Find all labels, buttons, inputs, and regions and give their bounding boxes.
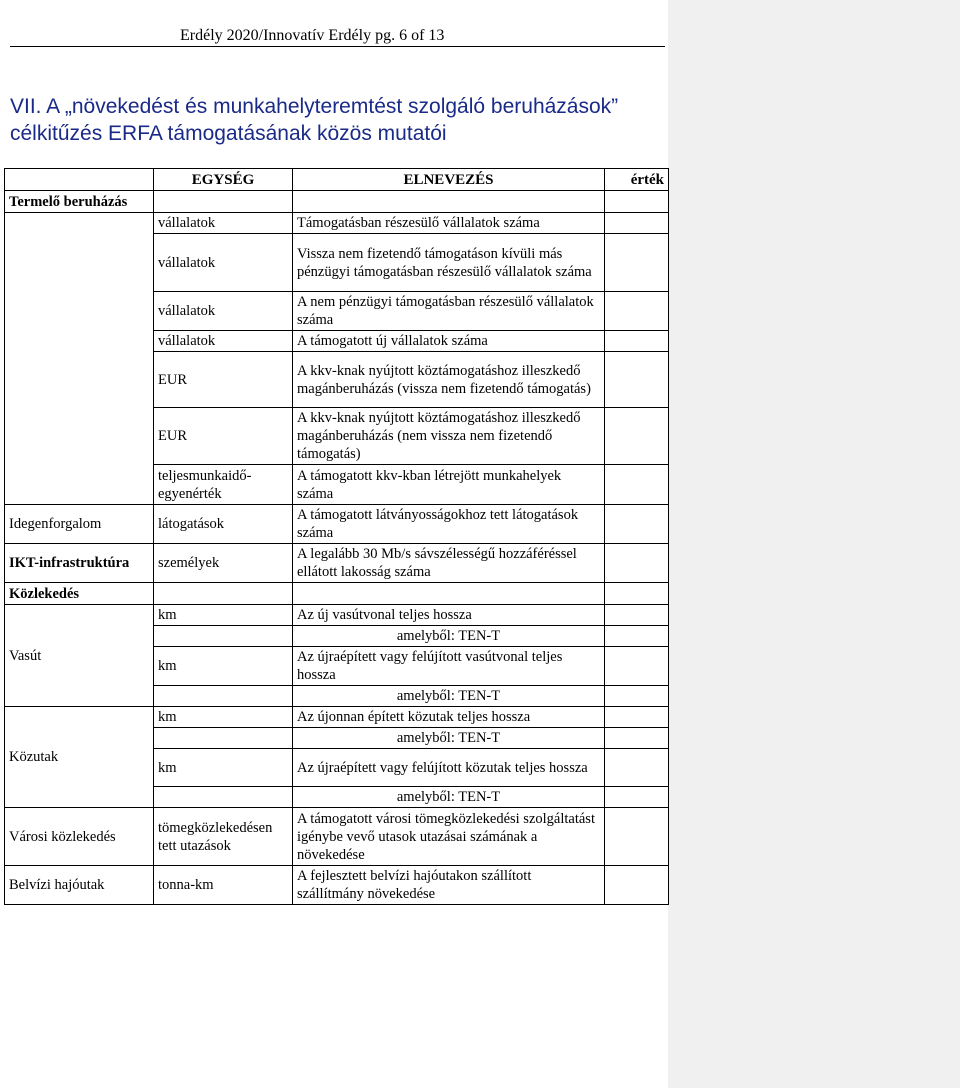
category-label: Termelő beruházás	[5, 191, 154, 213]
value-cell	[605, 749, 669, 787]
value-cell	[605, 352, 669, 408]
value-cell	[605, 605, 669, 626]
empty-cell	[154, 583, 293, 605]
name-cell: A támogatott látványosságokhoz tett látogatások száma	[293, 505, 605, 544]
value-cell	[605, 728, 669, 749]
name-cell: Az újraépített vagy felújított vasútvonal teljes hossza	[293, 647, 605, 686]
value-cell	[605, 292, 669, 331]
table-row	[5, 808, 669, 866]
unit-cell: teljesmunkaidő-egyenérték	[154, 465, 293, 505]
table-row	[5, 866, 669, 905]
name-cell: A fejlesztett belvízi hajóutakon szállított szállítmány növekedése	[293, 866, 605, 905]
unit-cell: km	[154, 647, 293, 686]
value-cell	[605, 505, 669, 544]
unit-cell: vállalatok	[154, 331, 293, 352]
value-cell	[605, 787, 669, 808]
section-heading: VII. A „növekedést és munkahelyteremtést szolgáló beruházások” célkitűzés ERFA támogatásának közös mutatói	[10, 95, 619, 145]
table-row	[5, 707, 669, 728]
comment-margin	[668, 0, 960, 1088]
name-cell: Az új vasútvonal teljes hossza	[293, 605, 605, 626]
unit-header: EGYSÉG	[154, 169, 293, 191]
header-empty-cell	[5, 169, 154, 191]
name-cell: amelyből: TEN-T	[293, 626, 605, 647]
empty-cell	[293, 583, 605, 605]
unit-cell: km	[154, 605, 293, 626]
category-label: Belvízi hajóutak	[5, 866, 154, 905]
category-label: Idegenforgalom	[5, 505, 154, 544]
value-cell	[605, 707, 669, 728]
value-cell	[605, 331, 669, 352]
name-cell: amelyből: TEN-T	[293, 686, 605, 707]
unit-cell: személyek	[154, 544, 293, 583]
name-cell: A támogatott városi tömegközlekedési szolgáltatást igénybe vevő utasok utazásai számának a növekedése	[293, 808, 605, 866]
category-label: Közutak	[5, 707, 154, 808]
value-cell	[605, 808, 669, 866]
name-cell: A legalább 30 Mb/s sávszélességű hozzáféréssel ellátott lakosság száma	[293, 544, 605, 583]
category-label: Városi közlekedés	[5, 808, 154, 866]
table-row	[5, 544, 669, 583]
name-cell: amelyből: TEN-T	[293, 787, 605, 808]
value-cell	[605, 408, 669, 465]
empty-cell	[293, 191, 605, 213]
empty-cell	[605, 583, 669, 605]
unit-cell: tonna-km	[154, 866, 293, 905]
value-cell	[605, 544, 669, 583]
name-cell: amelyből: TEN-T	[293, 728, 605, 749]
unit-cell: tömegközlekedésen tett utazások	[154, 808, 293, 866]
value-cell	[605, 647, 669, 686]
unit-cell: km	[154, 749, 293, 787]
name-cell: A támogatott új vállalatok száma	[293, 331, 605, 352]
unit-cell	[154, 626, 293, 647]
value-cell	[605, 866, 669, 905]
value-cell	[605, 686, 669, 707]
name-cell: A kkv-knak nyújtott köztámogatáshoz illeszkedő magánberuházás (nem vissza nem fizetendő támogatás)	[293, 408, 605, 465]
category-row	[5, 583, 669, 605]
page-header: Erdély 2020/Innovatív Erdély pg. 6 of 13	[180, 27, 445, 44]
indicator-table	[4, 168, 669, 905]
unit-cell	[154, 787, 293, 808]
name-cell: A kkv-knak nyújtott köztámogatáshoz illeszkedő magánberuházás (vissza nem fizetendő támogatás)	[293, 352, 605, 408]
table-row	[5, 505, 669, 544]
value-cell	[605, 465, 669, 505]
unit-cell: EUR	[154, 352, 293, 408]
category-row	[5, 191, 669, 213]
empty-cell	[5, 213, 154, 505]
empty-cell	[154, 191, 293, 213]
unit-cell: vállalatok	[154, 234, 293, 292]
value-header: érték	[605, 169, 669, 191]
unit-cell: EUR	[154, 408, 293, 465]
name-cell: A nem pénzügyi támogatásban részesülő vállalatok száma	[293, 292, 605, 331]
category-label: Közlekedés	[5, 583, 154, 605]
name-cell: Vissza nem fizetendő támogatáson kívüli más pénzügyi támogatásban részesülő vállalatok száma	[293, 234, 605, 292]
name-cell: A támogatott kkv-kban létrejött munkahelyek száma	[293, 465, 605, 505]
category-label: IKT-infrastruktúra	[5, 544, 154, 583]
value-cell	[605, 213, 669, 234]
unit-cell: vállalatok	[154, 213, 293, 234]
name-cell: Az újraépített vagy felújított közutak teljes hossza	[293, 749, 605, 787]
name-cell: Az újonnan épített közutak teljes hossza	[293, 707, 605, 728]
table-row	[5, 605, 669, 626]
value-cell	[605, 626, 669, 647]
unit-cell: vállalatok	[154, 292, 293, 331]
table-header-row	[5, 169, 669, 191]
name-header: ELNEVEZÉS	[293, 169, 605, 191]
unit-cell	[154, 686, 293, 707]
category-label: Vasút	[5, 605, 154, 707]
unit-cell: látogatások	[154, 505, 293, 544]
empty-cell	[605, 191, 669, 213]
table-row	[5, 213, 669, 234]
value-cell	[605, 234, 669, 292]
name-cell: Támogatásban részesülő vállalatok száma	[293, 213, 605, 234]
header-rule	[10, 46, 665, 47]
unit-cell	[154, 728, 293, 749]
unit-cell: km	[154, 707, 293, 728]
